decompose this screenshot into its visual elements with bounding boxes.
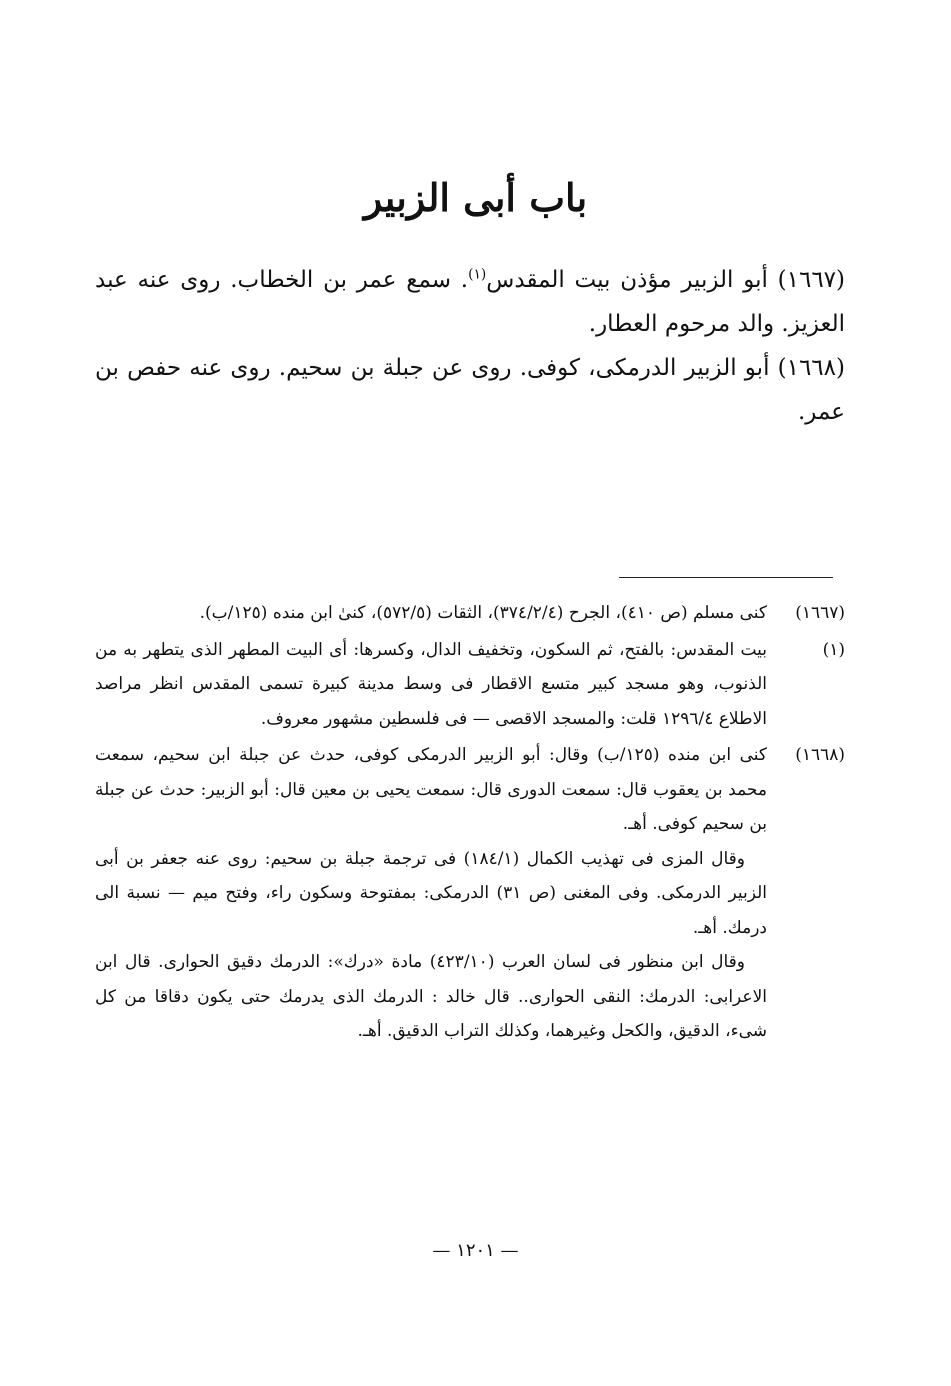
footnote-ref-1: (١) <box>468 266 487 283</box>
entry-1667-text-b: . سمع عمر بن الخطاب. روى عنه عبد العزيز. والد مرحوم العطار. <box>95 267 845 337</box>
footnote-separator <box>619 577 833 578</box>
entry-1667 <box>95 258 845 346</box>
footnote-1668 <box>95 738 845 1049</box>
footnotes <box>95 596 845 1051</box>
footnote-number: (١) <box>822 639 845 660</box>
footnote-paragraph: كنى ابن منده (١٢٥/ب) وقال: أبو الزبير الدرمكى كوفى، حدث عن جبلة ابن سحيم، سمعت محمد بن يعقوب قال: سمعت الدورى قال: سمعت يحيى بن معين قال: أبو الزبير: حدث عن جبلة بن سحيم كوفى. أهـ. <box>95 745 767 834</box>
footnote-1 <box>95 633 845 737</box>
page-number: — ١٢٠١ — <box>432 1240 519 1261</box>
footnote-paragraph: وقال ابن منظور فى لسان العرب (٤٢٣/١٠) مادة «درك»: الدرمك دقيق الحوارى. قال ابن الاعرابى: الدرمك: النقى الحوارى.. قال خالد : الدرمك الذى يدرمك حتى يكون دقاقا من كل شىء، الدقيق، والكحل وغيرهما، وكذلك التراب الدقيق. أهـ. <box>95 952 767 1041</box>
footnote-body <box>95 596 767 631</box>
footnote-number: (١٦٦٨) <box>795 745 845 765</box>
main-text <box>95 258 845 434</box>
chapter-title: باب أبى الزبير <box>363 175 588 220</box>
footnote-paragraph: بيت المقدس: بالفتح، ثم السكون، وتخفيف الدال، وكسرها: أى البيت المطهر الذى يتطهر به من الذنوب، وهو مسجد كبير متسع الاقطار فى وسط مدينة كبيرة تسمى المقدس انظر مراصد الاطلاع ١٢٩٦/٤ قلت: والمسجد الاقصى — فى فلسطين مشهور معروف. <box>95 639 767 729</box>
footnote-1667 <box>95 596 845 631</box>
entry-1667-text-a: (١٦٦٧) أبو الزبير مؤذن بيت المقدس <box>486 267 846 293</box>
footnote-paragraph: كنى مسلم (ص ٤١٠)، الجرح (٣٧٤/٢/٤)، الثقات (٥٧٢/٥)، كنىٰ ابن منده (١٢٥/ب). <box>199 603 767 623</box>
footnote-number: (١٦٦٧) <box>795 603 845 623</box>
entry-1668: (١٦٦٨) أبو الزبير الدرمكى، كوفى. روى عن جبلة بن سحيم. روى عنه حفص بن عمر. <box>95 355 845 425</box>
footnote-body <box>95 633 767 737</box>
footnote-body <box>95 738 767 1049</box>
footnote-paragraph: وقال المزى فى تهذيب الكمال (١٨٤/١) فى ترجمة جبلة بن سحيم: روى عنه جعفر بن أبى الزبير الدرمكى. وفى المغنى (ص ٣١) الدرمكى: بمفتوحة وسكون راء، وفتح ميم — نسبة الى درمك. أهـ. <box>95 848 767 938</box>
